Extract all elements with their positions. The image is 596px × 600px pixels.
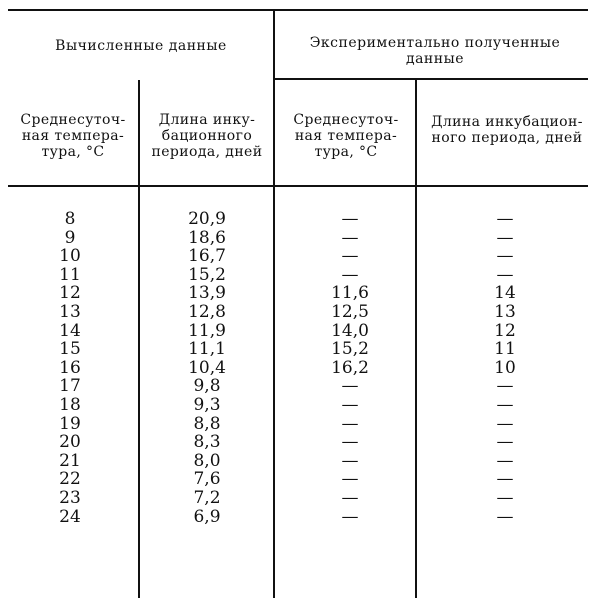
exp-temperature-cell: —: [341, 264, 359, 285]
calc-incubation-cell: 12,8: [188, 301, 226, 322]
exp-incubation-cell: —: [496, 264, 514, 285]
exp-incubation-cell: 11: [494, 339, 516, 360]
calc-incubation-column: [152, 210, 262, 526]
exp-incubation-cell: 13: [494, 301, 516, 322]
exp-temperature-cell: 14,0: [331, 320, 369, 341]
header-bottom-rule: [8, 185, 588, 187]
calc-incubation-cell: 16,7: [188, 246, 226, 267]
experimental-data-header: Экспериментально полученные данные: [309, 35, 561, 67]
calc-temperature-cell: 22: [59, 469, 81, 490]
exp-temperature-cell: —: [341, 469, 359, 490]
calculated-data-header: Вычисленные данные: [55, 38, 227, 54]
exp-temperature-cell: 12,5: [331, 301, 369, 322]
calc-temperature-cell: 18: [59, 394, 81, 415]
calc-incubation-cell: 9,3: [193, 394, 221, 415]
calc-incubation-cell: 18,6: [188, 227, 226, 248]
calc-incubation-cell: 8,0: [193, 450, 221, 471]
calc-incubation-cell: 10,4: [188, 357, 226, 378]
exp-column-divider: [415, 80, 417, 598]
main-group-divider: [273, 10, 275, 598]
exp-temperature-cell: —: [341, 376, 359, 397]
exp-temperature-cell: —: [341, 209, 359, 229]
exp-incubation-cell: —: [496, 487, 514, 508]
exp-incubation-cell: —: [496, 469, 514, 490]
exp-incubation-cell: —: [496, 209, 514, 229]
exp-temperature-cell: —: [341, 432, 359, 453]
exp-temperature-cell: —: [341, 450, 359, 471]
calc-temperature-cell: 15: [59, 339, 81, 360]
exp-incubation-cell: —: [496, 413, 514, 434]
exp-temperature-cell: —: [341, 227, 359, 248]
exp-incubation-cell: —: [496, 246, 514, 267]
exp-temperature-cell: —: [341, 487, 359, 508]
calc-temperature-cell: 9: [64, 227, 76, 248]
exp-incubation-cell: 12: [494, 320, 516, 341]
exp-incubation-cell: —: [496, 394, 514, 415]
calc-incubation-cell: 15,2: [188, 264, 226, 285]
calc-temperature-cell: 16: [59, 357, 81, 378]
exp-incubation-header: Длина инкубацион-ного периода, дней: [431, 114, 583, 146]
exp-temperature-cell: 15,2: [331, 339, 369, 360]
calc-incubation-cell: 11,9: [188, 320, 226, 341]
calc-temperature-cell: 17: [59, 376, 81, 397]
calc-temperature-cell: 20: [59, 432, 81, 453]
calc-temperature-cell: 24: [59, 506, 81, 527]
exp-incubation-column: [450, 210, 560, 526]
calc-temperature-cell: 8: [64, 209, 76, 229]
calc-temperature-cell: 23: [59, 487, 81, 508]
exp-incubation-cell: —: [496, 227, 514, 248]
calc-incubation-cell: 6,9: [193, 506, 221, 527]
calc-temperature-column: [20, 210, 120, 526]
exp-temperature-cell: —: [341, 506, 359, 527]
calc-temperature-cell: 11: [59, 264, 81, 285]
calc-temperature-cell: 21: [59, 450, 81, 471]
calc-incubation-header: Длина инку-бационного периода, дней: [151, 112, 263, 160]
exp-incubation-cell: —: [496, 376, 514, 397]
exp-incubation-cell: —: [496, 506, 514, 527]
calc-incubation-cell: 13,9: [188, 283, 226, 304]
top-rule: [8, 9, 588, 11]
exp-temperature-cell: —: [341, 413, 359, 434]
calc-temperature-cell: 12: [59, 283, 81, 304]
calc-incubation-cell: 11,1: [188, 339, 226, 360]
exp-temperature-cell: —: [341, 246, 359, 267]
calc-column-divider: [138, 80, 140, 598]
calc-temperature-cell: 19: [59, 413, 81, 434]
calc-incubation-cell: 8,3: [193, 432, 221, 453]
exp-incubation-cell: 14: [494, 283, 516, 304]
exp-temperature-header: Среднесуточ-ная темпера-тура, °С: [293, 112, 399, 160]
experimental-group-underline: [274, 78, 588, 80]
exp-incubation-cell: —: [496, 432, 514, 453]
calc-temperature-cell: 14: [59, 320, 81, 341]
exp-temperature-column: [300, 210, 400, 526]
exp-temperature-cell: 11,6: [331, 283, 369, 304]
exp-temperature-cell: 16,2: [331, 357, 369, 378]
calc-incubation-cell: 9,8: [193, 376, 221, 397]
calc-temperature-header: Среднесуточ-ная темпера-тура, °С: [20, 112, 126, 160]
calc-incubation-cell: 7,6: [193, 469, 221, 490]
exp-incubation-cell: —: [496, 450, 514, 471]
calc-temperature-cell: 13: [59, 301, 81, 322]
calc-incubation-cell: 8,8: [193, 413, 221, 434]
exp-temperature-cell: —: [341, 394, 359, 415]
calc-incubation-cell: 20,9: [188, 209, 226, 229]
exp-incubation-cell: 10: [494, 357, 516, 378]
calc-temperature-cell: 10: [59, 246, 81, 267]
calc-incubation-cell: 7,2: [193, 487, 221, 508]
